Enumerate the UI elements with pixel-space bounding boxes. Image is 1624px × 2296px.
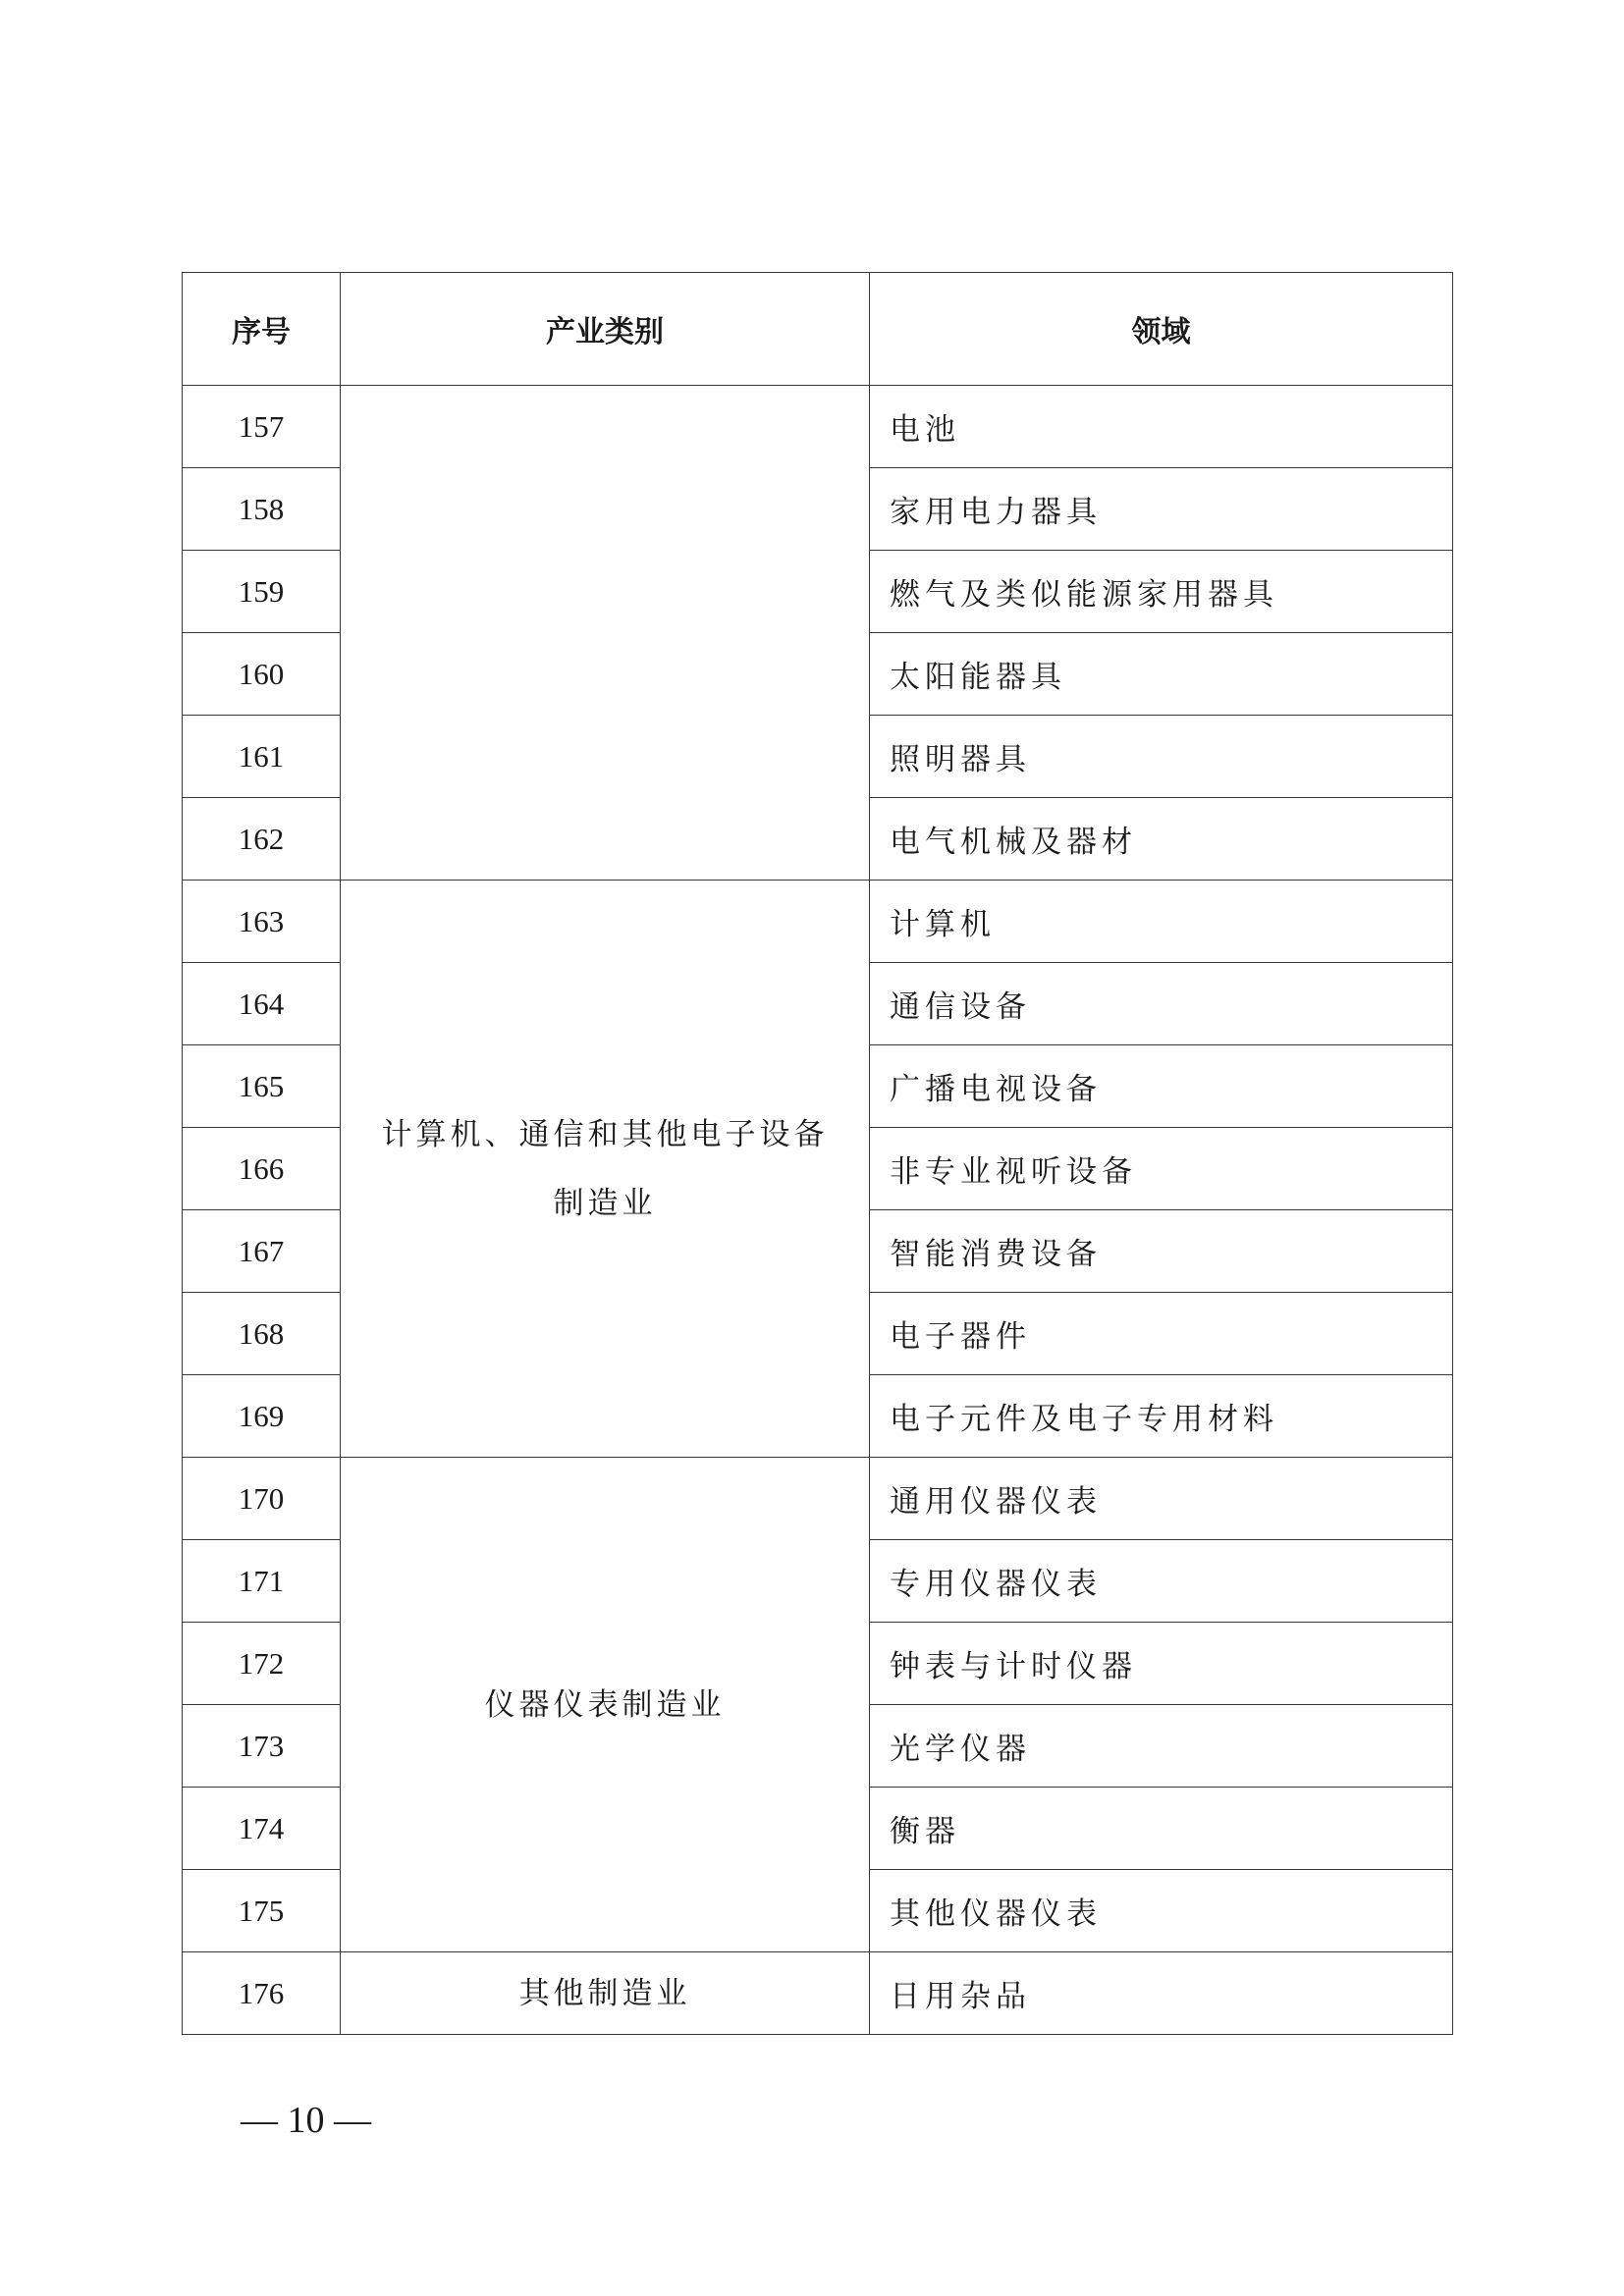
row-number: 168 (183, 1293, 341, 1375)
row-field: 光学仪器 (870, 1705, 1453, 1788)
row-field: 广播电视设备 (870, 1045, 1453, 1128)
row-field: 照明器具 (870, 716, 1453, 798)
row-number: 175 (183, 1870, 341, 1952)
row-number: 166 (183, 1128, 341, 1210)
row-number: 165 (183, 1045, 341, 1128)
row-number: 170 (183, 1458, 341, 1540)
row-field: 专用仪器仪表 (870, 1540, 1453, 1623)
row-field: 钟表与计时仪器 (870, 1623, 1453, 1705)
row-number: 157 (183, 386, 341, 468)
header-category: 产业类别 (341, 273, 870, 386)
row-field: 通信设备 (870, 963, 1453, 1045)
row-field: 燃气及类似能源家用器具 (870, 551, 1453, 633)
header-field: 领域 (870, 273, 1453, 386)
row-field: 其他仪器仪表 (870, 1870, 1453, 1952)
row-field: 计算机 (870, 881, 1453, 963)
row-number: 163 (183, 881, 341, 963)
industry-table (182, 272, 1453, 2035)
row-field: 通用仪器仪表 (870, 1458, 1453, 1540)
row-field: 衡器 (870, 1788, 1453, 1870)
row-number: 171 (183, 1540, 341, 1623)
row-number: 158 (183, 468, 341, 551)
row-number: 161 (183, 716, 341, 798)
row-field: 家用电力器具 (870, 468, 1453, 551)
row-number: 162 (183, 798, 341, 881)
category-cell (341, 1952, 870, 2035)
row-field: 非专业视听设备 (870, 1128, 1453, 1210)
row-number: 174 (183, 1788, 341, 1870)
row-field: 电气机械及器材 (870, 798, 1453, 881)
row-number: 173 (183, 1705, 341, 1788)
table-row (183, 881, 1453, 963)
category-cell (341, 881, 870, 1458)
table-row (183, 1458, 1453, 1540)
row-number: 169 (183, 1375, 341, 1458)
category-cell (341, 386, 870, 881)
page-number: — 10 — (241, 2100, 371, 2141)
category-cell (341, 1458, 870, 1952)
row-field: 电子器件 (870, 1293, 1453, 1375)
row-field: 日用杂品 (870, 1952, 1453, 2035)
category-label-line2: 制造业 (553, 1185, 657, 1221)
category-label-line1: 计算机、通信和其他电子设备 (381, 1116, 829, 1152)
row-field: 电子元件及电子专用材料 (870, 1375, 1453, 1458)
header-number: 序号 (183, 273, 341, 386)
row-field: 电池 (870, 386, 1453, 468)
row-number: 167 (183, 1210, 341, 1293)
category-label: 其他制造业 (518, 1975, 691, 2011)
row-number: 159 (183, 551, 341, 633)
row-number: 164 (183, 963, 341, 1045)
table-row (183, 386, 1453, 468)
category-label: 仪器仪表制造业 (484, 1686, 726, 1723)
row-field: 智能消费设备 (870, 1210, 1453, 1293)
row-number: 172 (183, 1623, 341, 1705)
row-number: 160 (183, 633, 341, 716)
table-row (183, 1952, 1453, 2035)
table-header-row (183, 273, 1453, 386)
row-number: 176 (183, 1952, 341, 2035)
row-field: 太阳能器具 (870, 633, 1453, 716)
